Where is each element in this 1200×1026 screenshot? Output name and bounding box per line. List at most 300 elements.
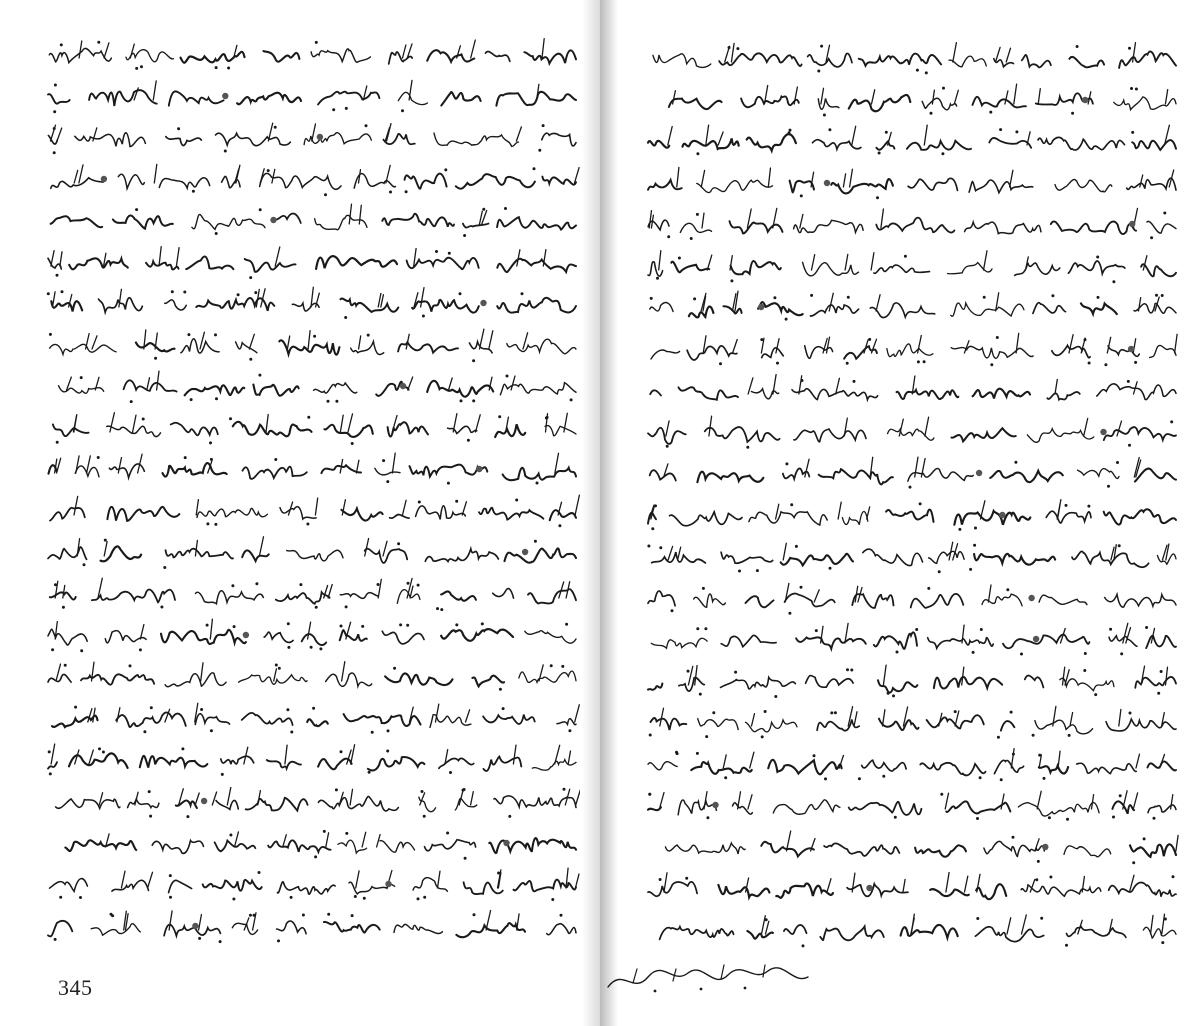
handwritten-word-stroke [264,51,300,62]
handwritten-dot [406,624,409,627]
handwritten-word-stroke [169,91,224,105]
handwritten-word-stroke [1078,469,1120,479]
handwritten-word-stroke [236,341,257,352]
handwritten-ascender-stroke [104,43,109,58]
handwritten-word-stroke [648,141,669,148]
handwritten-ascender-stroke [511,376,515,390]
handwritten-line [640,123,1180,161]
handwritten-word-stroke [318,91,379,104]
handwritten-ascender-stroke [843,173,845,186]
handwritten-ascender-stroke [119,289,122,307]
handwritten-dot [659,546,662,549]
handwritten-word-stroke [237,92,301,104]
handwritten-word-stroke [1038,137,1125,150]
section-bullet-dot [317,134,323,140]
handwritten-ascender-stroke [845,254,848,270]
handwritten-ascender-stroke [750,752,754,768]
handwritten-dot [399,623,402,626]
handwritten-line [40,451,580,489]
handwritten-ascender-stroke [381,295,384,307]
section-bullet-dot [201,798,207,804]
handwritten-dot [249,357,252,360]
handwritten-ascender-stroke [1063,667,1065,685]
handwritten-dot [254,291,257,294]
handwritten-line [640,912,1180,950]
handwritten-word-stroke [989,138,1031,148]
handwritten-dot [54,583,57,586]
handwritten-ascender-stroke [365,539,369,557]
handwritten-word-stroke [203,880,262,891]
handwritten-ascender-stroke [827,879,831,892]
handwritten-dot [423,896,426,899]
handwritten-dot [648,793,651,796]
handwritten-dot [371,731,374,734]
handwritten-word-stroke [1143,927,1176,938]
handwritten-dot [885,131,888,134]
handwritten-word-stroke [302,634,327,645]
handwritten-dot [546,415,549,418]
handwritten-word-stroke [951,303,1024,316]
handwritten-dot [896,651,899,654]
handwritten-dot [221,772,224,775]
handwritten-dot [925,71,928,74]
handwritten-dot [820,45,823,48]
handwritten-word-stroke [524,50,576,63]
handwritten-line [40,327,580,365]
section-bullet-dot [1033,636,1039,642]
section-bullet-dot [222,92,228,98]
handwritten-word-stroke [773,800,840,815]
handwritten-dot [98,747,101,750]
handwritten-word-stroke [92,589,175,602]
handwritten-line [640,206,1180,244]
handwritten-dot [997,736,1000,739]
handwritten-dot [53,151,56,154]
handwritten-word-stroke [128,799,159,808]
handwritten-dot [999,128,1002,131]
handwritten-word-stroke [1104,427,1176,440]
handwritten-word-stroke [859,54,941,66]
handwritten-word-stroke [680,223,711,232]
handwritten-word-stroke [425,839,476,850]
handwritten-word-stroke [276,592,330,604]
handwritten-dot [795,545,798,548]
handwritten-ascender-stroke [854,712,857,726]
handwritten-dot [1116,461,1119,464]
handwritten-dot [850,668,853,671]
handwritten-dot [654,504,657,507]
handwritten-dot [570,398,573,401]
handwritten-word-stroke [118,174,144,188]
handwritten-word-stroke [705,427,780,442]
handwritten-word-stroke [1046,511,1091,523]
handwritten-ascender-stroke [1133,793,1137,809]
handwritten-word-stroke [1055,179,1112,191]
handwritten-line [640,704,1180,742]
handwritten-dot [463,788,466,791]
handwritten-dot [64,663,67,666]
handwritten-ascender-stroke [121,871,125,888]
handwritten-word-stroke [762,347,784,357]
handwritten-dot [54,83,57,86]
handwritten-dot [229,417,232,420]
handwritten-word-stroke [730,221,783,233]
handwritten-dot [1155,294,1158,297]
handwritten-dot [746,445,749,448]
handwritten-dot [551,898,554,901]
handwritten-ascender-stroke [903,879,905,892]
handwritten-dot [48,750,51,753]
handwritten-word-stroke [1018,803,1099,817]
handwritten-ascender-stroke [575,495,579,515]
handwritten-ascender-stroke [1171,795,1173,809]
handwritten-word-stroke [427,381,493,397]
handwritten-ascender-stroke [1037,791,1041,809]
handwritten-dot [858,777,861,780]
handwritten-dot [274,126,277,129]
handwritten-word-stroke [274,214,301,223]
section-bullet-dot [385,881,391,887]
handwritten-line [640,455,1180,493]
handwritten-word-stroke [365,549,408,563]
handwritten-ascender-stroke [1039,754,1041,767]
handwritten-word-stroke [651,718,687,730]
handwritten-dot [143,730,146,733]
handwritten-word-stroke [785,593,835,606]
section-bullet-dot [101,175,107,181]
handwritten-word-stroke [911,593,964,607]
handwritten-dot [149,815,152,818]
handwritten-dot [206,522,209,525]
handwritten-dot [1010,711,1013,714]
handwritten-dot [521,292,524,295]
handwritten-word-stroke [887,343,933,356]
handwritten-dot [972,651,975,654]
handwritten-dot [979,776,982,779]
handwritten-dot [1134,360,1137,363]
handwritten-line [40,368,580,406]
handwritten-dot [1068,734,1071,737]
handwritten-dot [1163,212,1166,215]
handwritten-word-stroke [493,588,514,598]
handwritten-line [40,161,580,199]
handwritten-ascender-stroke [356,871,359,888]
page-number: 345 [58,975,93,1000]
handwritten-word-stroke [166,549,234,559]
handwritten-word-stroke [689,307,714,318]
handwritten-dot [696,751,699,754]
handwritten-ascender-stroke [516,127,521,141]
handwritten-word-stroke [697,180,773,192]
handwritten-dot [765,918,768,921]
handwritten-ascender-stroke [1092,795,1094,809]
handwritten-ascender-stroke [1139,298,1141,311]
handwritten-dot [704,627,707,630]
handwritten-line [40,78,580,116]
handwritten-word-stroke [413,878,447,892]
handwritten-line [640,331,1180,369]
handwritten-dot [278,666,281,669]
handwritten-word-stroke [542,176,576,184]
handwritten-dot [393,666,396,669]
handwritten-dot [497,872,500,875]
handwritten-word-stroke [146,261,179,269]
handwritten-word-stroke [456,923,525,937]
handwritten-dot [80,376,83,379]
handwritten-word-stroke [221,756,254,764]
handwritten-word-stroke [1119,51,1176,67]
handwritten-word-stroke [483,715,535,724]
handwritten-dot [847,296,850,299]
section-bullet-dot [192,922,198,928]
handwritten-word-stroke [456,174,535,189]
handwritten-line [640,289,1180,327]
handwritten-dot [210,729,213,732]
handwritten-dot [1132,861,1135,864]
handwritten-dot [1172,875,1175,878]
handwritten-word-stroke [495,424,525,437]
handwritten-word-stroke [1081,303,1117,314]
handwritten-word-stroke [660,926,734,939]
handwritten-dot [738,570,741,573]
handwritten-ascender-stroke [709,416,712,436]
handwritten-word-stroke [1022,55,1051,68]
handwritten-word-stroke [427,50,474,61]
handwritten-word-stroke [908,178,957,190]
handwritten-ascender-stroke [954,90,958,104]
handwritten-ascender-stroke [403,500,407,515]
handwritten-ascender-stroke [359,335,361,348]
handwritten-dot [958,527,961,530]
handwritten-ascender-stroke [981,500,985,518]
handwritten-ascender-stroke [212,792,216,805]
handwritten-dot [882,774,885,777]
handwritten-dot [1015,130,1018,133]
handwritten-dot [696,627,699,630]
handwritten-word-stroke [112,880,149,891]
handwritten-word-stroke [407,257,479,268]
handwritten-dot [83,563,86,566]
handwritten-word-stroke [69,258,128,269]
handwritten-line [40,783,580,821]
handwritten-dot [1128,443,1131,446]
handwritten-word-stroke [1150,345,1176,357]
handwritten-ascender-stroke [1014,84,1017,104]
section-bullet-dot [999,511,1005,517]
handwritten-dot [508,815,511,818]
handwritten-word-stroke [161,630,246,644]
handwritten-word-stroke [382,631,424,644]
handwritten-word-stroke [497,217,576,229]
handwritten-dot [728,46,731,49]
handwritten-dot [312,707,315,710]
handwritten-dot [1083,669,1086,672]
handwritten-word-stroke [1033,303,1066,314]
handwritten-ascender-stroke [258,791,261,805]
handwritten-dot [1161,941,1164,944]
handwritten-word-stroke [550,510,576,520]
handwritten-word-stroke [390,514,409,518]
handwritten-word-stroke [497,258,576,271]
handwritten-dot [267,169,270,172]
handwritten-ascender-stroke [459,791,463,805]
handwritten-word-stroke [794,429,866,442]
handwritten-dot [1129,712,1132,715]
handwritten-dot [163,566,166,569]
handwritten-dot [983,296,986,299]
handwritten-ascender-stroke [660,708,664,726]
handwritten-dot [1094,693,1097,696]
handwritten-dot [436,607,439,610]
handwritten-word-stroke [166,137,202,146]
handwritten-dot [354,895,357,898]
handwritten-dot [563,788,566,791]
handwritten-dot [938,570,941,573]
handwritten-ascender-stroke [1038,88,1040,103]
handwritten-dot [656,276,659,279]
handwritten-dot [210,458,213,461]
handwritten-dot [224,150,227,153]
handwritten-dot [332,108,335,111]
handwritten-dot [1084,338,1087,341]
handwritten-word-stroke [969,180,1033,193]
handwritten-word-stroke [697,472,763,483]
handwritten-word-stroke [278,882,336,894]
handwritten-dot [974,526,977,529]
handwritten-word-stroke [394,924,442,933]
handwritten-word-stroke [233,421,312,435]
handwritten-dot [1130,87,1133,90]
handwritten-word-stroke [698,719,739,730]
handwritten-word-stroke [752,389,779,399]
handwritten-dot [184,456,187,459]
handwritten-line [40,576,580,614]
handwritten-word-stroke [50,344,117,354]
handwritten-word-stroke [497,298,576,313]
handwritten-ascender-stroke [748,795,752,809]
handwritten-line [640,414,1180,452]
handwritten-dot [209,441,212,444]
handwritten-dot [909,486,912,489]
handwritten-word-stroke [124,380,177,391]
handwritten-line [640,870,1180,908]
handwritten-dot [504,207,507,210]
handwritten-word-stroke [648,761,677,769]
handwritten-ascender-stroke [883,710,885,726]
handwritten-dot [1131,131,1134,134]
handwritten-dot [104,539,107,542]
handwritten-ascender-stroke [1166,667,1168,685]
handwritten-dot [568,729,571,732]
handwritten-ascender-stroke [576,790,580,805]
handwritten-word-stroke [691,762,751,774]
handwritten-word-stroke [876,141,894,150]
section-bullet-dot [1100,428,1106,434]
handwritten-dot [1107,485,1110,488]
handwritten-word-stroke [314,383,357,393]
handwritten-dot [97,41,100,44]
handwritten-ascender-stroke [453,413,457,431]
handwritten-word-stroke [749,511,827,524]
handwritten-ascender-stroke [312,124,316,141]
handwritten-ascender-stroke [340,415,343,432]
handwritten-dot [894,816,897,819]
handwritten-ascender-stroke [829,293,833,311]
handwritten-ascender-stroke [988,585,991,602]
handwritten-dot [761,735,764,738]
handwritten-ascender-stroke [326,832,329,846]
handwritten-dot [227,67,230,70]
handwritten-dot [719,362,722,365]
handwritten-dot [47,292,50,295]
handwritten-ascender-stroke [1119,709,1121,726]
handwritten-ascender-stroke [147,378,150,390]
handwritten-ascender-stroke [157,371,159,390]
handwritten-dot [678,256,681,259]
handwritten-dot [730,279,733,282]
handwritten-ascender-stroke [945,793,948,809]
section-bullet-dot [476,466,482,472]
handwritten-word-stroke [976,884,1006,899]
handwritten-ascender-stroke [386,165,390,183]
handwritten-dot [187,333,190,336]
handwritten-word-stroke [56,799,120,808]
handwritten-word-stroke [448,426,477,433]
handwritten-dot [160,605,163,608]
handwritten-dot [776,361,779,364]
handwritten-word-stroke [486,52,510,62]
handwritten-line [40,825,580,863]
handwritten-dot [181,747,184,750]
handwritten-dot [650,297,653,300]
handwritten-dot [815,629,818,632]
handwritten-dot [79,896,82,899]
handwritten-dot [440,608,443,611]
handwritten-word-stroke [874,265,930,273]
handwritten-ascender-stroke [1151,915,1154,934]
handwritten-dot [1051,294,1054,297]
handwritten-dot [1040,916,1043,919]
handwritten-dot [249,913,252,916]
handwritten-word-stroke [48,920,72,936]
handwritten-dot [290,896,293,899]
handwritten-dot [335,788,338,791]
handwritten-word-stroke [48,629,87,645]
handwritten-dot [1157,691,1160,694]
handwritten-dot [1065,503,1068,506]
handwritten-word-stroke [665,843,745,854]
handwritten-word-stroke [196,590,264,603]
handwritten-word-stroke [52,716,98,727]
handwritten-dot [59,896,62,899]
handwritten-word-stroke [242,550,269,561]
handwritten-ascender-stroke [169,910,172,929]
handwritten-dot [1143,837,1146,840]
handwritten-word-stroke [651,638,707,648]
handwritten-ascender-stroke [542,39,544,58]
handwritten-dot [299,583,302,586]
handwritten-dot [214,522,217,525]
handwritten-dot [62,605,65,608]
handwritten-dot [1112,280,1115,283]
handwritten-dot [368,770,371,773]
handwritten-dot [976,817,979,820]
handwritten-ascender-stroke [738,792,741,809]
handwritten-word-stroke [316,256,397,269]
handwritten-dot [231,584,234,587]
handwritten-dot [287,646,290,649]
handwritten-dot [785,318,788,321]
